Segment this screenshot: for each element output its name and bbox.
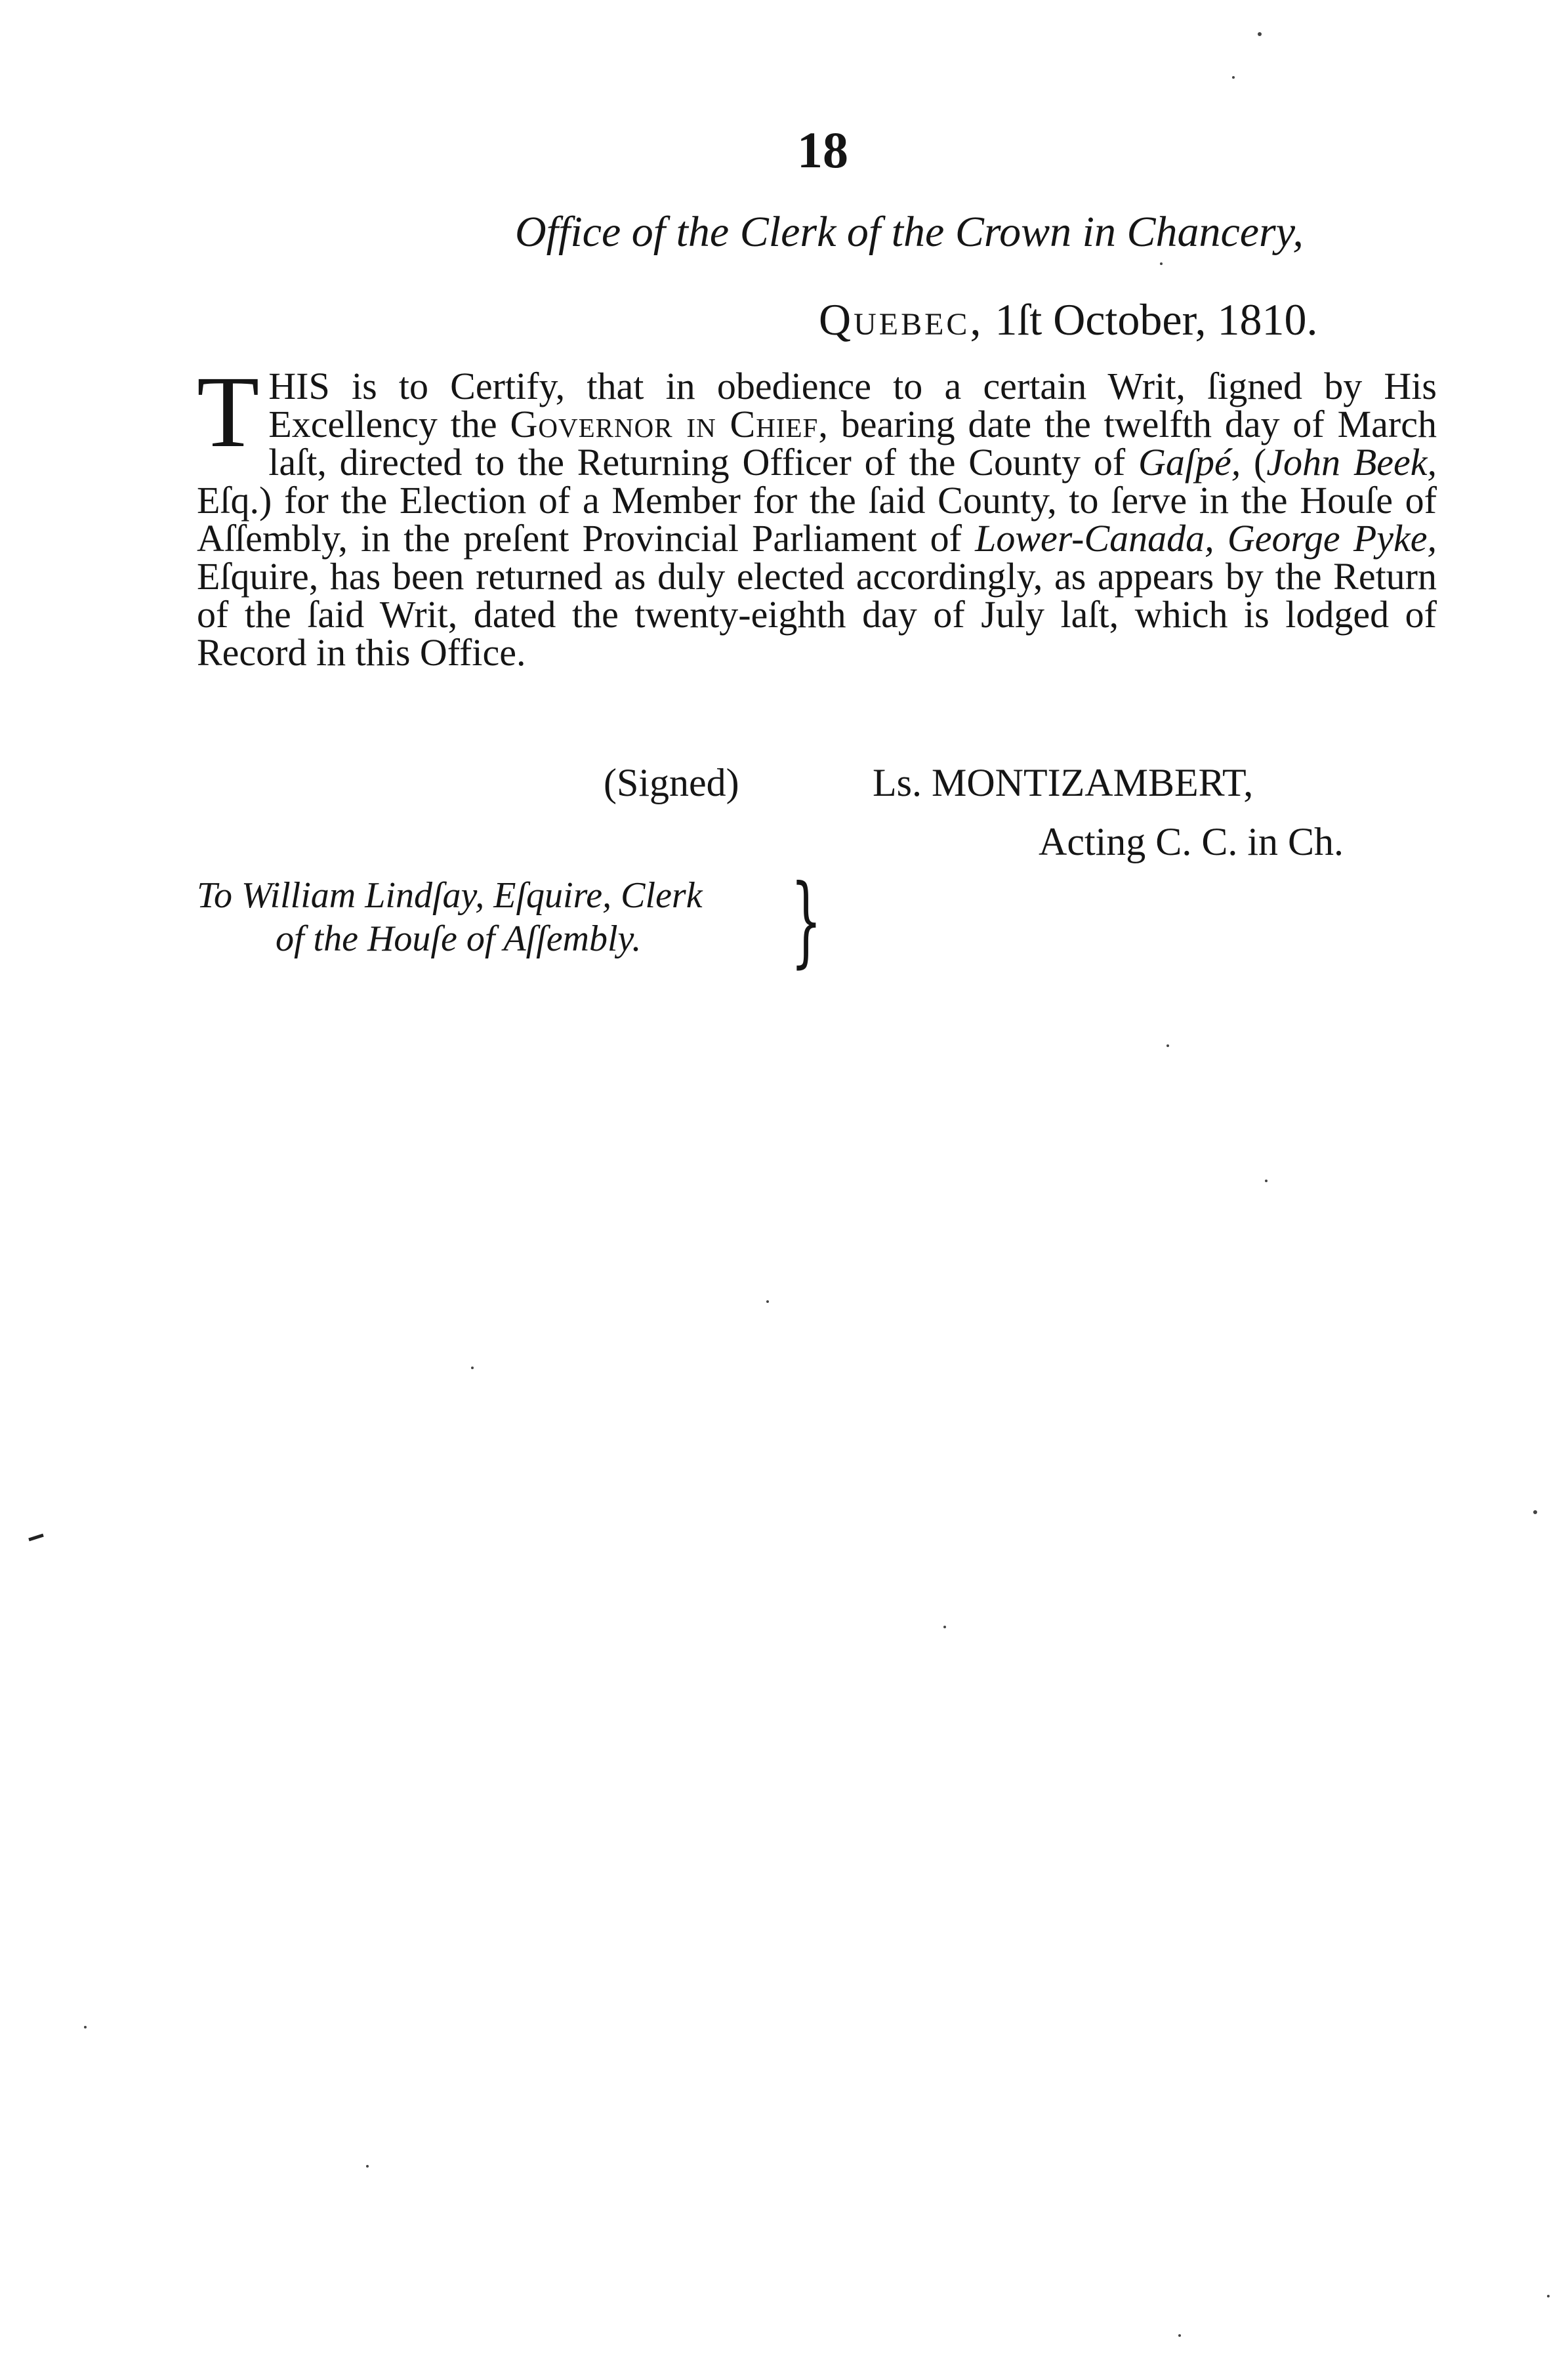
place-name: Quebec, <box>819 295 984 344</box>
certificate-paragraph <box>197 355 1437 674</box>
certificate-text-4: Eſq.) for the Election of a Member for the ſaid County, to ſerve in the Houſe of Aſſembly, in the preſent Provincial Parliament of <box>197 479 1437 560</box>
certificate-text-3: ( <box>1241 441 1267 484</box>
address-block <box>197 864 840 978</box>
county-name: Gaſpé, <box>1138 441 1241 484</box>
address-line-2: of the Houſe of Aſſembly. <box>276 918 642 959</box>
member-name: George Pyke, <box>1227 517 1437 560</box>
governor-title: Governor in Chief <box>510 403 819 445</box>
signer-name: Ls. MONTIZAMBERT, <box>873 761 1254 804</box>
certificate-text-1: HIS is to Certify, that in obedience to a certain Writ, ſigned by His Excellency the <box>268 365 1437 445</box>
returning-officer-name: John Beek, <box>1266 441 1437 484</box>
drop-cap: T <box>197 355 260 468</box>
address-brace: } <box>791 864 822 978</box>
date-text: 1ſt October, 1810. <box>995 295 1318 344</box>
signed-label: (Signed) <box>604 761 739 804</box>
signer-title: Acting C. C. in Ch. <box>1039 820 1344 863</box>
certificate-text-5 <box>1214 517 1228 560</box>
address-line-1: To William Lindſay, Eſquire, Clerk <box>197 875 703 916</box>
office-heading: Office of the Clerk of the Crown in Chancery, <box>515 208 1304 256</box>
page-number: 18 <box>797 121 848 178</box>
place-date-line <box>819 295 1318 344</box>
province-name: Lower-Canada, <box>975 517 1214 560</box>
certificate-text-6: Eſquire, has been returned as duly elected accordingly, as appears by the Return of the ſaid Writ, dated the twenty-eighth day of July laſt, which is lodged of Record in this Office. <box>197 555 1437 674</box>
certificate-text-2: , bearing date the twelfth day of March laſt, directed to the Returning Officer of the County of <box>268 403 1437 484</box>
